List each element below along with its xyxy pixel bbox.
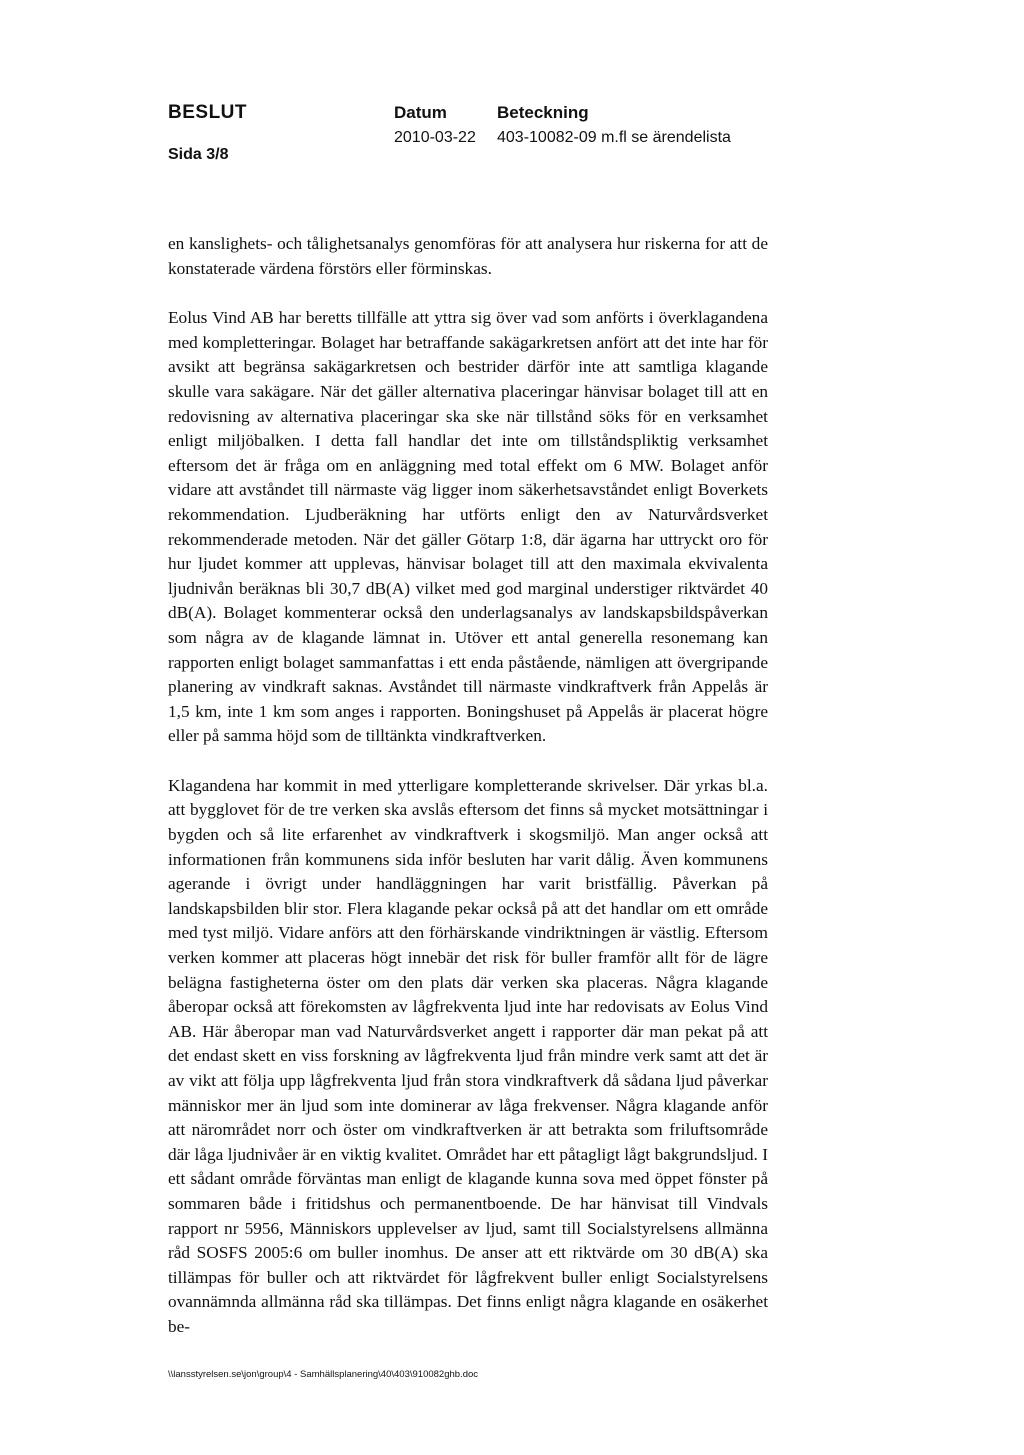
document-body <box>168 232 768 1365</box>
footer-file-path: \\lansstyrelsen.se\jon\group\4 - Samhällsplanering\40\403\910082ghb.doc <box>168 1369 479 1380</box>
date-value: 2010-03-22 <box>394 129 476 146</box>
date-field <box>394 102 476 149</box>
paragraph: Klagandena har kommit in med ytterligare kompletterande skrivelser. Där yrkas bl.a. att bygglovet för de tre verken ska avslås eftersom det finns så mycket motsättningar i bygden och så lite erfarenhet av vindkraftverk i skogsmiljö. Man anger också att informationen från kommunens sida inför besluten har varit dålig. Även kommunens agerande i övrigt under handläggningen har varit bristfällig. Påverkan på landskapsbilden blir stor. Flera klagande pekar också på att det handlar om ett område med tyst miljö. Vidare anförs att den förhärskande vindriktningen är västlig. Eftersom verken kommer att placeras högt innebär det risk för buller framför allt för de lägre belägna fastigheterna öster om den plats där verken ska placeras. Några klagande åberopar också att förekomsten av lågfrekventa ljud inte har redovisats av Eolus Vind AB. Här åberopar man vad Naturvårdsverket angett i rapporter där man pekat på att det endast skett en viss forskning av lågfrekventa ljud från mindre verk samt att det är av vikt att följa upp lågfrekventa ljud från stora vindkraftverk då sådana ljud påverkar människor mer än ljud som inte dominerar av låga frekvenser. Några klagande anför att närområdet norr och öster om vindkraftverken är att betrakta som friluftsområde där låga ljudnivåer är en viktig kvalitet. Området har ett påtagligt lågt bakgrundsljud. I ett sådant område förväntas man enligt de klagande kunna sova med öppet fönster på sommaren både i fritidshus och permanentboende. De har hänvisat till Vindvals rapport nr 5956, Människors upplevelser av ljud, samt till Socialstyrelsens allmänna råd SOSFS 2005:6 om buller inomhus. De anser att ett riktvärde om 30 dB(A) ska tillämpas för buller och att riktvärdet för lågfrekvent buller enligt Socialstyrelsens ovannämnda allmänna råd ska tillämpas. Det finns enligt några klagande en osäkerhet be- <box>168 775 768 1336</box>
reference-label: Beteckning <box>497 103 589 122</box>
page-number: Sida 3/8 <box>168 146 229 163</box>
paragraph: en kanslighets- och tålighetsanalys genomföras för att analysera hur riskerna for att de konstaterade värdena förstörs eller förminskas. <box>168 234 768 278</box>
reference-field <box>497 102 731 149</box>
paragraph: Eolus Vind AB har beretts tillfälle att yttra sig över vad som anförts i överklagandena med kompletteringar. Bolaget har betraffande sakägarkretsen anfört att det inte har för avsikt att begränsa sakägarkretsen och bestrider därför inte att samtliga klagande skulle vara sakägare. När det gäller alternativa placeringar hänvisar bolaget till att en redovisning av alternativa placeringar ska ske när tillstånd söks för en verksamhet enligt miljöbalken. I detta fall handlar det inte om tillståndspliktig verksamhet eftersom det är fråga om en anläggning med total effekt om 6 MW. Bolaget anför vidare att avståndet till närmaste väg ligger inom säkerhetsavståndet enligt Boverkets rekommendation. Ljudberäkning har utförts enligt den av Naturvårdsverket rekommenderade metoden. När det gäller Götarp 1:8, där ägarna har uttryckt oro för hur ljudet kommer att upplevas, hänvisar bolaget till att den maximala ekvivalenta ljudnivån beräknas bli 30,7 dB(A) vilket med god marginal understiger riktvärdet 40 dB(A). Bolaget kommenterar också den underlagsanalys av landskapsbildspåverkan som några av de klagande lämnat in. Utöver ett antal generella resonemang kan rapporten enligt bolaget sammanfattas i ett enda påstående, nämligen att övergripande planering av vindkraft saknas. Avståndet till närmaste vindkraftverk från Appelås är 1,5 km, inte 1 km som anges i rapporten. Boningshuset på Appelås är placerat högre eller på samma höjd som de tilltänkta vindkraftverken. <box>168 308 768 746</box>
reference-value: 403-10082-09 m.fl se ärendelista <box>497 129 731 146</box>
date-label: Datum <box>394 103 447 122</box>
document-type: BESLUT <box>168 102 247 123</box>
document-header <box>0 0 1024 200</box>
